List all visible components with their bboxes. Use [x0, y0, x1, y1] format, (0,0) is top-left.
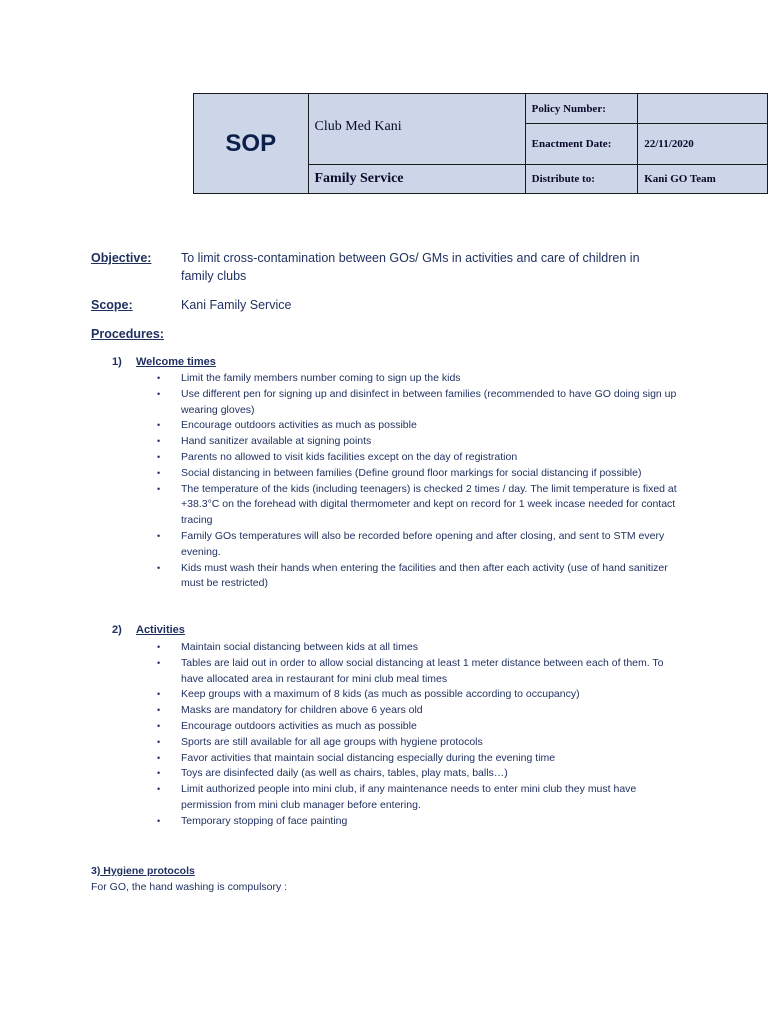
bullet-icon: •: [157, 736, 161, 747]
list-item: [157, 529, 687, 561]
bullet-icon: •: [157, 768, 161, 779]
bullet-icon: •: [157, 642, 161, 652]
list-item: [157, 482, 687, 529]
list-item-text: Keep groups with a maximum of 8 kids (as much as possible according to occupancy): [181, 688, 580, 701]
list-item-text: Tables are laid out in order to allow social distancing at least 1 meter distance between each of them. To have allocated area in restaurant for mini club meal times: [181, 656, 664, 685]
list-item: [157, 418, 687, 434]
list-item: [157, 766, 687, 782]
bullet-icon: •: [157, 388, 161, 399]
list-item-text: Temporary stopping of face painting: [181, 814, 348, 827]
list-item: [157, 656, 687, 688]
distribute-value: Kani GO Team: [638, 165, 768, 194]
list-item: [157, 735, 687, 751]
sop-header-table: [193, 93, 768, 194]
section-number: 1): [112, 356, 122, 368]
list-item-text: Toys are disinfected daily (as well as chairs, tables, play mats, balls…): [181, 767, 508, 780]
list-item: [157, 371, 687, 387]
list-item: [157, 450, 687, 466]
scope-text: Kani Family Service: [181, 298, 292, 312]
list-item-text: Encourage outdoors activities as much as possible: [181, 719, 417, 732]
list-item: [157, 466, 687, 482]
policy-number-value: [638, 94, 768, 124]
bullet-icon: •: [157, 373, 161, 383]
list-item-text: Favor activities that maintain social distancing especially during the evening time: [181, 751, 556, 764]
list-item: [157, 751, 687, 767]
list-item: [157, 687, 687, 703]
list-item: [157, 703, 687, 719]
section-title: [112, 356, 216, 368]
hygiene-text: For GO, the hand washing is compulsory :: [91, 881, 288, 893]
bullet-icon: •: [157, 784, 161, 795]
bullet-icon: •: [157, 530, 161, 541]
list-item-text: Limit authorized people into mini club, if any maintenance needs to enter mini club they must have permission from mini club manager before entering.: [181, 783, 637, 811]
bullet-icon: •: [157, 483, 161, 494]
list-item-text: Hand sanitizer available at signing points: [181, 435, 372, 448]
list-item-text: Use different pen for signing up and disinfect in between families (recommended to have GO doing sign up wearing gloves): [181, 387, 677, 416]
scope-label: Scope:: [91, 298, 133, 312]
procedures-label: Procedures:: [91, 327, 164, 341]
bullet-icon: •: [157, 451, 161, 462]
section-heading: Activities: [136, 624, 185, 636]
list-item-text: Family GOs temperatures will also be recorded before opening and after closing, and sent to STM every evening.: [181, 529, 665, 558]
bullet-icon: •: [157, 720, 161, 731]
policy-number-label: Policy Number:: [525, 94, 638, 124]
welcome-times-list: [157, 371, 687, 592]
objective-text: To limit cross-contamination between GOs/ GMs in activities and care of children in family clubs: [181, 251, 640, 283]
enactment-date-label: Enactment Date:: [525, 124, 638, 165]
hygiene-number: 3: [91, 865, 97, 877]
list-item: [157, 782, 687, 814]
activities-list: [157, 640, 687, 830]
bullet-icon: •: [157, 815, 161, 826]
list-item-text: Maintain social distancing between kids at all times: [181, 641, 418, 653]
bullet-icon: •: [157, 562, 161, 573]
hygiene-heading: [91, 865, 195, 877]
list-item-text: Kids must wash their hands when entering the facilities and then after each activity (use of hand sanitizer must be restricted): [181, 561, 668, 590]
bullet-icon: •: [157, 467, 161, 478]
list-item: [157, 814, 687, 830]
objective-label: Objective:: [91, 251, 152, 265]
list-item-text: Limit the family members number coming to sign up the kids: [181, 372, 461, 384]
list-item: [157, 640, 687, 656]
list-item-text: Social distancing in between families (Define ground floor markings for social distancing if possible): [181, 466, 642, 479]
section-number: 2): [112, 624, 122, 636]
club-name: Club Med Kani: [308, 94, 525, 165]
service-name: Family Service: [308, 165, 525, 194]
list-item-text: Sports are still available for all age groups with hygiene protocols: [181, 735, 483, 748]
list-item-text: Masks are mandatory for children above 6 years old: [181, 704, 423, 717]
list-item-text: The temperature of the kids (including teenagers) is checked 2 times / day. The limit temperature is fixed at +38.3°C on the forehead with digital thermometer and kept on record for 1 week incase needed for contact tracing: [181, 482, 677, 527]
section-title: [112, 624, 185, 636]
sop-title: SOP: [194, 94, 309, 194]
section-heading: Welcome times: [136, 356, 216, 368]
list-item: [157, 387, 687, 419]
distribute-label: Distribute to:: [525, 165, 638, 194]
hygiene-title: ) Hygiene protocols: [96, 865, 195, 877]
list-item-text: Parents no allowed to visit kids facilities except on the day of registration: [181, 450, 518, 463]
bullet-icon: •: [157, 657, 161, 668]
list-item-text: Encourage outdoors activities as much as possible: [181, 419, 417, 432]
bullet-icon: •: [157, 436, 161, 447]
bullet-icon: •: [157, 752, 161, 763]
list-item: [157, 561, 687, 593]
bullet-icon: •: [157, 420, 161, 431]
list-item: [157, 434, 687, 450]
list-item: [157, 719, 687, 735]
bullet-icon: •: [157, 689, 161, 700]
bullet-icon: •: [157, 705, 161, 716]
enactment-date-value: 22/11/2020: [638, 124, 768, 165]
